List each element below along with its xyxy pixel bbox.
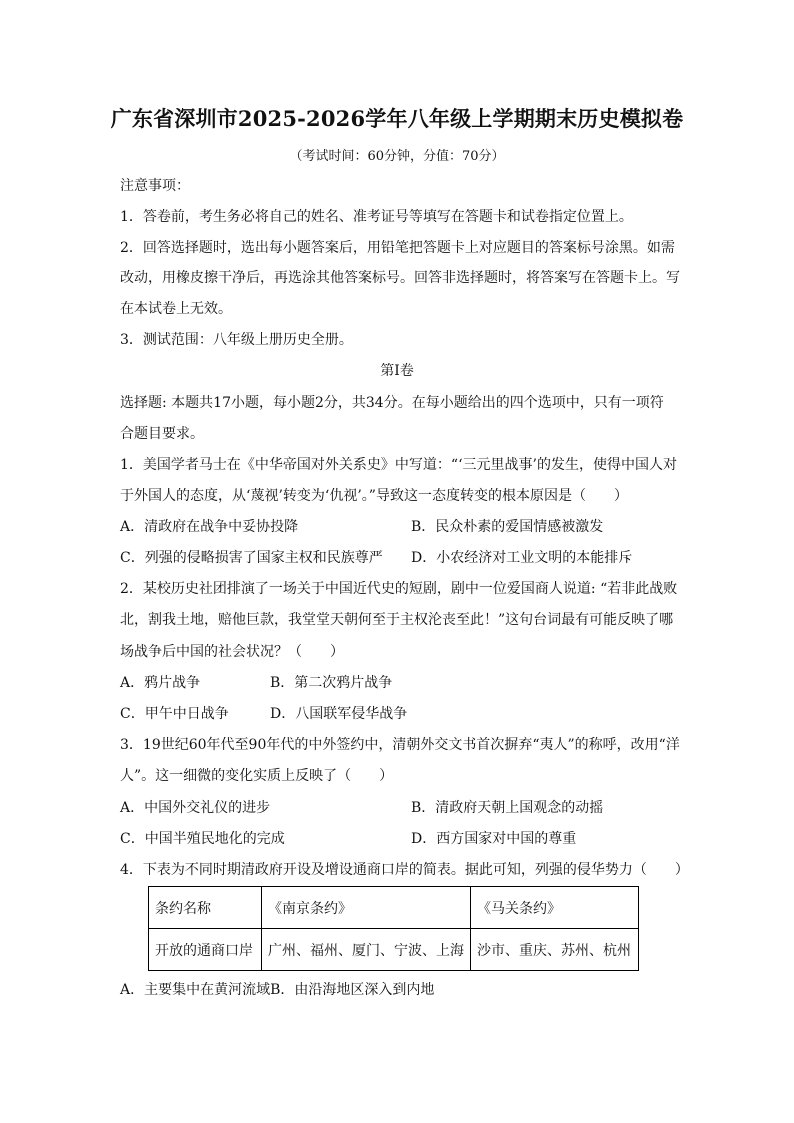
- treaty-ports-table: [148, 886, 639, 971]
- q3-option-d: D．西方国家对中国的尊重: [411, 831, 577, 847]
- table-cell: 广州、福州、厦门、宁波、上海: [262, 929, 471, 971]
- q2-option-b: B．第二次鸦片战争: [270, 675, 393, 691]
- q3-option-c: C．中国半殖民地化的完成: [120, 831, 285, 847]
- table-row: [149, 887, 639, 929]
- table-cell: 开放的通商口岸: [149, 929, 262, 971]
- notes-item-1: 1．答卷前，考生务必将自己的姓名、准考证号等填写在答题卡和试卷指定位置上。: [120, 209, 633, 225]
- notes-item-2-line-3: 在本试卷上无效。: [120, 301, 232, 317]
- q2-option-c: C．甲午中日战争: [120, 706, 229, 722]
- q2-option-d: D．八国联军侵华战争: [270, 706, 408, 722]
- section-heading: 第Ⅰ卷: [380, 363, 414, 379]
- q1-option-c: C．列强的侵略损害了国家主权和民族尊严: [120, 550, 383, 566]
- section-intro-line-2: 合题目要求。: [120, 426, 204, 442]
- table-cell: 《南京条约》: [262, 887, 471, 929]
- q1-option-b: B．民众朴素的爱国情感被激发: [411, 519, 604, 535]
- notes-item-2-line-2: 改动，用橡皮擦干净后，再选涂其他答案标号。回答非选择题时，将答案写在答题卡上。写: [120, 270, 680, 286]
- q2-option-a: A．鸦片战争: [120, 675, 201, 691]
- section-intro-line-1: 选择题: 本题共17小题，每小题2分，共34分。在每小题给出的四个选项中，只有一项符: [120, 395, 664, 411]
- q4-stem: 4．下表为不同时期清政府开设及增设通商口岸的简表。据此可知，列强的侵华势力（ ）: [120, 862, 689, 878]
- notes-item-2-line-1: 2．回答选择题时，选出每小题答案后，用铅笔把答题卡上对应题目的答案标号涂黑。如需: [120, 240, 675, 256]
- q1-option-a: A．清政府在战争中妥协投降: [120, 519, 299, 535]
- q3-option-b: B．清政府天朝上国观念的动摇: [411, 800, 604, 816]
- notes-item-3: 3．测试范围：八年级上册历史全册。: [120, 332, 353, 348]
- q3-stem-line-2: 人”。这一细微的变化实质上反映了（ ）: [120, 768, 394, 784]
- exam-title: 广东省深圳市2025-2026学年八年级上学期期末历史模拟卷: [110, 106, 684, 131]
- q1-stem-line-2: 于外国人的态度，从‘蔑视’转变为‘仇视’。”导致这一态度转变的根本原因是（ ）: [120, 488, 628, 504]
- table-cell: 条约名称: [149, 887, 262, 929]
- exam-subtitle: （考试时间：60分钟，分值：70分）: [289, 149, 505, 164]
- q2-stem-line-1: 2．某校历史社团排演了一场关于中国近代史的短剧，剧中一位爱国商人说道: “若非此战败: [120, 581, 678, 597]
- q4-options-ab: A．主要集中在黄河流域B．由沿海地区深入到内地: [120, 982, 435, 998]
- q1-option-d: D．小农经济对工业文明的本能排斥: [411, 550, 633, 566]
- q1-stem-line-1: 1．美国学者马士在《中华帝国对外关系史》中写道：“‘三元里战事’的发生，使得中国人对: [120, 457, 677, 473]
- notes-heading: 注意事项：: [120, 178, 190, 194]
- q2-stem-line-2: 北，割我土地，赔他巨款，我堂堂天朝何至于主权沦丧至此！”这句台词最有可能反映了哪: [120, 612, 674, 628]
- q2-stem-line-3: 场战争后中国的社会状况？（ ）: [120, 644, 344, 660]
- q3-stem-line-1: 3．19世纪60年代至90年代的中外签约中，清朝外交文书首次摒弃“夷人”的称呼，改用“洋: [120, 737, 680, 753]
- table-cell: 沙市、重庆、苏州、杭州: [471, 929, 639, 971]
- table-row: [149, 929, 639, 971]
- q3-option-a: A．中国外交礼仪的进步: [120, 800, 271, 816]
- table-cell: 《马关条约》: [471, 887, 639, 929]
